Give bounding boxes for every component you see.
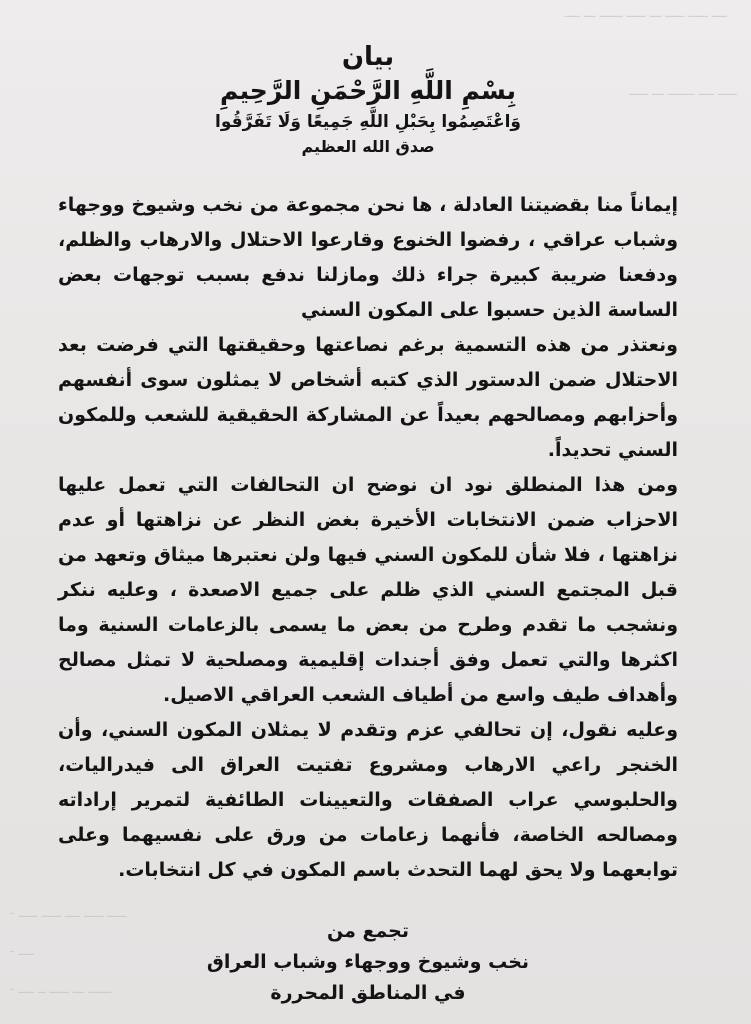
bleed-through-text: ـــــ ــــ ـــــــ ـــ ـــــ [629, 84, 737, 99]
bleed-through-text: ــــ ـــــ ـــــ ـــ ـــــ ــــــ ـــ ــــ [564, 6, 727, 21]
bleed-through-text: - ـــــ ـــــ ــــ ـــــ ـــــ [10, 906, 127, 921]
paragraph-conclusion: وعليه نقول، إن تحالفي عزم وتقدم لا يمثلان المكون السني، وأن الخنجر راعي الارهاب ومشروع تفتيت العراق الى فيدراليات، والحلبوسي عراب الصفقات والتعيينات الطائفية لتمرير إراداته ومصالحه الخاصة، فأنهما زعامات من ورق على نفسيهما وعلى توابعهما ولا يحق لهما التحدث باسم المكون في كل انتخابات. [58, 719, 678, 881]
signature-line: تجمع من [326, 920, 410, 942]
paragraph-alliances: ومن هذا المنطلق نود ان نوضح ان التحالفات التي تعمل عليها الاحزاب ضمن الانتخابات الأخيرة بغض النظر عن نزاهتها أو عدم نزاهتها ، فلا شأن للمكون السني فيها ولن نعتبرها ميثاق وتعهد من قبل المجتمع السني الذي ظلم على جميع الاصعدة ، وعليه ننكر ونشجب ما تقدم وطرح من بعض ما يسمى بالزعامات السنية وما اكثرها والتي تعمل وفق أجندات إقليمية ومصلحية لا تمثل مصالح وأهداف طيف واسع من أطياف الشعب العراقي الاصيل. [58, 474, 678, 706]
statement-document [58, 40, 678, 1009]
paragraph-intro: إيماناً منا بقضيتنا العادلة ، ها نحن مجموعة من نخب وشيوخ ووجهاء وشباب عراقي ، رفضوا الخنوع وقارعوا الاحتلال والارهاب والظلم، ودفعنا ضريبة كبيرة جراء ذلك ومازلنا ندفع بسبب توجهات بعض الساسة الذين حسبوا على المكون السني [58, 194, 678, 321]
sadaq-line: صدق الله العظيم [301, 137, 435, 156]
statement-body [58, 188, 678, 888]
document-header [58, 40, 678, 160]
signature-block [58, 916, 678, 1009]
basmala: بِسْمِ اللَّهِ الرَّحْمَنِ الرَّحِيمِ [220, 76, 516, 105]
paragraph-apology: ونعتذر من هذه التسمية برغم نصاعتها وحقيقتها التي فرضت بعد الاحتلال ضمن الدستور الذي كتبه أشخاص لا يمثلون سوى أنفسهم وأحزابهم ومصالحهم بعيداً عن المشاركة الحقيقية للشعب وللمكون السني تحديداً. [58, 334, 678, 461]
bleed-through-text: - ــــ [10, 944, 34, 959]
bleed-through-text: - ــــــ ـــ ـــــ ــ ــــ [10, 982, 112, 997]
document-title: بيان [341, 42, 395, 72]
signature-line: في المناطق المحررة [270, 982, 466, 1004]
quran-verse: وَاعْتَصِمُوا بِحَبْلِ اللَّهِ جَمِيعًا وَلَا تَفَرَّقُوا [215, 112, 521, 132]
signature-line: نخب وشيوخ ووجهاء وشباب العراق [206, 951, 530, 973]
